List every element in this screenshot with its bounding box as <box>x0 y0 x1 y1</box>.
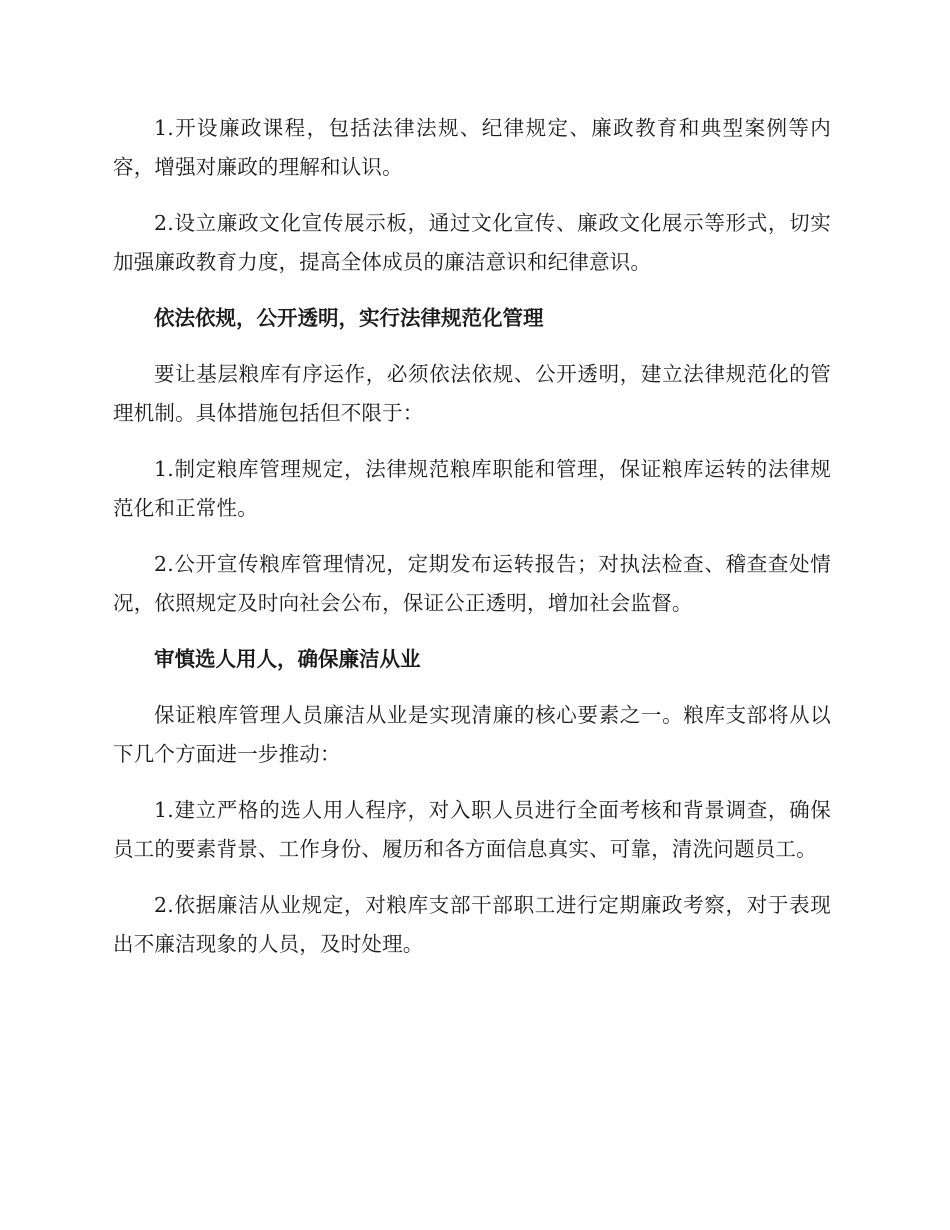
section-heading-staffing: 审慎选人用人，确保廉洁从业 <box>154 647 421 671</box>
paragraph-display-board: 2.设立廉政文化宣传展示板，通过文化宣传、廉政文化展示等形式，切实加强廉政教育力度，提高全体成员的廉洁意识和纪律意识。 <box>113 211 831 274</box>
document-body <box>113 109 831 981</box>
paragraph-inspection: 2.依据廉洁从业规定，对粮库支部干部职工进行定期廉政考察，对于表现出不廉洁现象的人员，及时处理。 <box>113 893 831 956</box>
paragraph-legal-intro: 要让基层粮库有序运作，必须依法依规、公开透明，建立法律规范化的管理机制。具体措施包括但不限于： <box>113 362 831 425</box>
paragraph-course: 1.开设廉政课程，包括法律法规、纪律规定、廉政教育和典型案例等内容，增强对廉政的理解和认识。 <box>113 116 831 179</box>
paragraph-publicity: 2.公开宣传粮库管理情况，定期发布运转报告；对执法检查、稽查查处情况，依照规定及时向社会公布，保证公正透明，增加社会监督。 <box>113 552 831 615</box>
paragraph-staffing-intro: 保证粮库管理人员廉洁从业是实现清廉的核心要素之一。粮库支部将从以下几个方面进一步推动： <box>113 703 831 766</box>
section-heading-legal-management: 依法依规，公开透明，实行法律规范化管理 <box>154 306 544 330</box>
paragraph-rules: 1.制定粮库管理规定，法律规范粮库职能和管理，保证粮库运转的法律规范化和正常性。 <box>113 457 831 520</box>
paragraph-hiring: 1.建立严格的选人用人程序，对入职人员进行全面考核和背景调查，确保员工的要素背景、工作身份、履历和各方面信息真实、可靠，清洗问题员工。 <box>113 798 831 861</box>
